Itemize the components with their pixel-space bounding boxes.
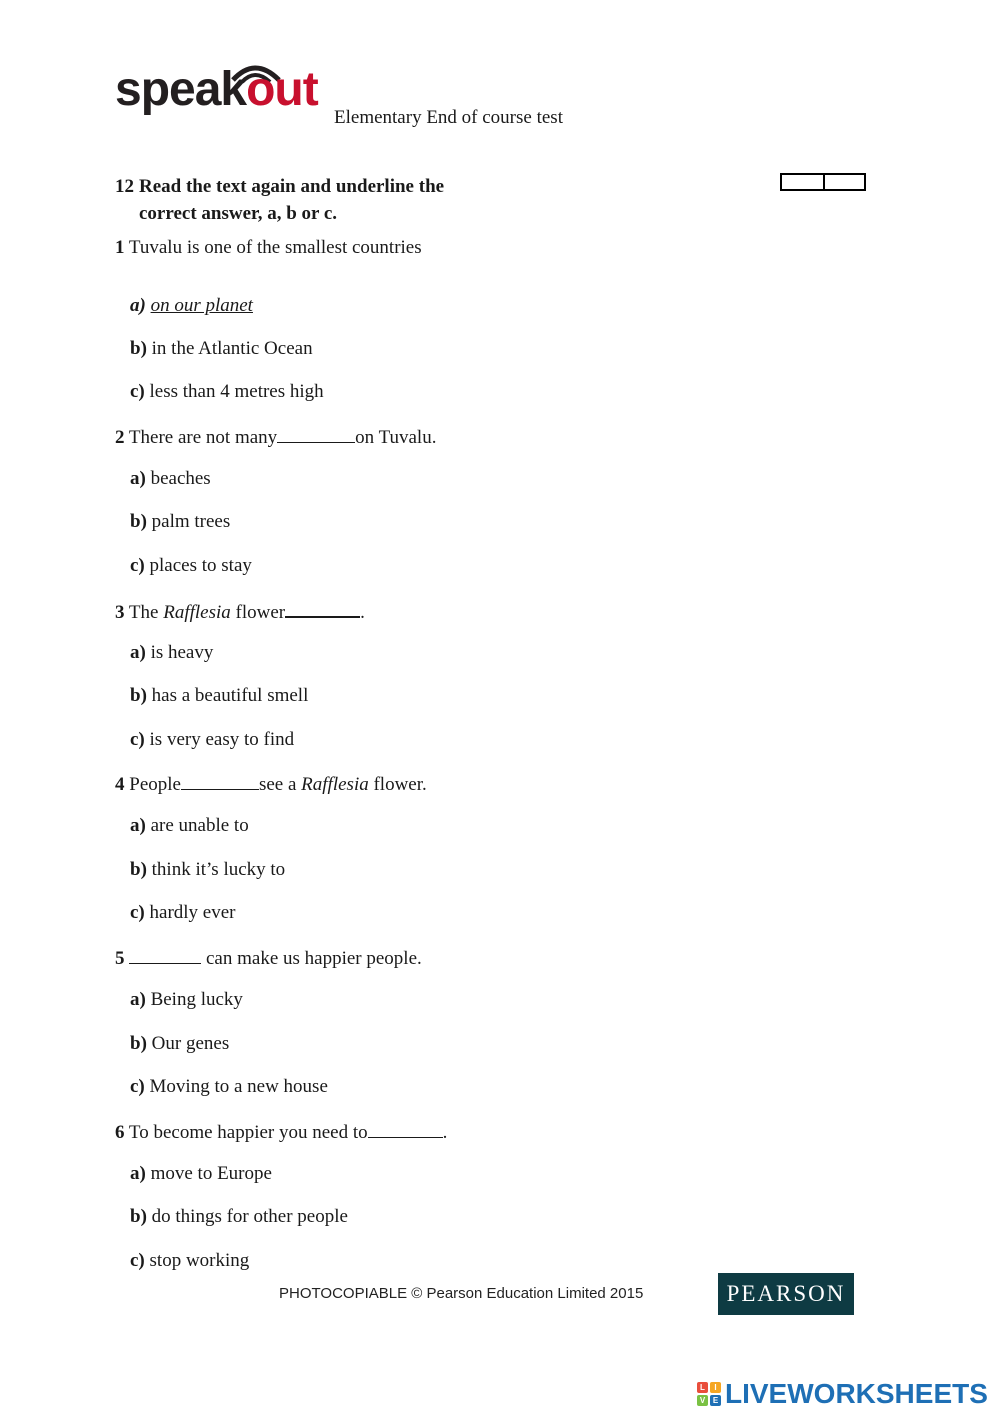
option-text: move to Europe	[150, 1163, 272, 1184]
option-text: Moving to a new house	[149, 1076, 328, 1097]
exercise-number: 12	[115, 176, 134, 197]
question-3: 3 The Rafflesia flower .	[115, 598, 365, 625]
option-text: in the Atlantic Ocean	[151, 338, 313, 359]
option-2c[interactable]: c) places to stay	[130, 555, 252, 576]
exercise-instruction	[115, 173, 444, 227]
question-text: Tuvalu is one of the smallest countries	[128, 237, 422, 258]
option-text: is very easy to find	[149, 729, 295, 750]
question-1: 1 Tuvalu is one of the smallest countries	[115, 237, 422, 258]
logo-wordmark	[115, 63, 318, 116]
liveworksheets-watermark	[697, 1376, 988, 1412]
question-5: 5 can make us happier people.	[115, 945, 422, 971]
option-3b[interactable]: b) has a beautiful smell	[130, 685, 309, 706]
logo-out: out	[246, 63, 318, 116]
answer-blank	[129, 945, 201, 964]
instruction-line-1: Read the text again and underline the	[139, 176, 445, 197]
option-text: Our genes	[151, 1033, 230, 1054]
answer-blank	[181, 771, 259, 790]
option-2b[interactable]: b) palm trees	[130, 511, 231, 532]
option-2a[interactable]: a) beaches	[130, 468, 211, 489]
option-text: palm trees	[151, 511, 231, 532]
option-1c[interactable]: c) less than 4 metres high	[130, 381, 324, 402]
option-text: is heavy	[150, 642, 214, 663]
option-1b[interactable]: b) in the Atlantic Ocean	[130, 338, 313, 359]
option-text: Being lucky	[150, 989, 243, 1010]
logo-speak: speak	[115, 63, 247, 116]
option-4c[interactable]: c) hardly ever	[130, 902, 236, 923]
option-text: beaches	[150, 468, 211, 489]
option-5b[interactable]: b) Our genes	[130, 1033, 230, 1054]
option-4b[interactable]: b) think it’s lucky to	[130, 859, 286, 880]
option-text: think it’s lucky to	[151, 859, 286, 880]
option-text: places to stay	[149, 555, 252, 576]
option-4a[interactable]: a) are unable to	[130, 815, 249, 836]
question-2: 2 There are not many on Tuvalu.	[115, 424, 436, 450]
option-text: on our planet	[150, 295, 253, 316]
question-6: 6 To become happier you need to .	[115, 1119, 447, 1145]
speakout-logo	[115, 58, 330, 128]
option-6c[interactable]: c) stop working	[130, 1250, 250, 1271]
answer-blank	[277, 424, 355, 443]
option-3a[interactable]: a) is heavy	[130, 642, 214, 663]
option-text: less than 4 metres high	[149, 381, 324, 402]
option-text: hardly ever	[149, 902, 236, 923]
option-6b[interactable]: b) do things for other people	[130, 1206, 348, 1227]
watermark-text: LIVEWORKSHEETS	[725, 1378, 988, 1409]
copyright-notice: PHOTOCOPIABLE © Pearson Education Limited 2015	[279, 1285, 644, 1302]
option-5a[interactable]: a) Being lucky	[130, 989, 243, 1010]
answer-blank	[368, 1119, 443, 1138]
option-1a-selected[interactable]: a) on our planet	[130, 295, 253, 316]
option-text: stop working	[149, 1250, 250, 1271]
option-text: has a beautiful smell	[151, 685, 309, 706]
score-box	[780, 173, 866, 191]
question-4: 4 People see a Rafflesia flower.	[115, 771, 427, 797]
option-6a[interactable]: a) move to Europe	[130, 1163, 272, 1184]
liveworksheets-grid-icon: L I V E	[697, 1382, 721, 1406]
instruction-line-2: correct answer, a, b or c.	[139, 203, 338, 224]
option-text: do things for other people	[151, 1206, 348, 1227]
pearson-logo: PEARSON	[718, 1273, 854, 1315]
answer-blank	[285, 598, 360, 618]
test-title: Elementary End of course test	[334, 107, 563, 128]
option-3c[interactable]: c) is very easy to find	[130, 729, 295, 750]
option-5c[interactable]: c) Moving to a new house	[130, 1076, 328, 1097]
option-text: are unable to	[150, 815, 249, 836]
